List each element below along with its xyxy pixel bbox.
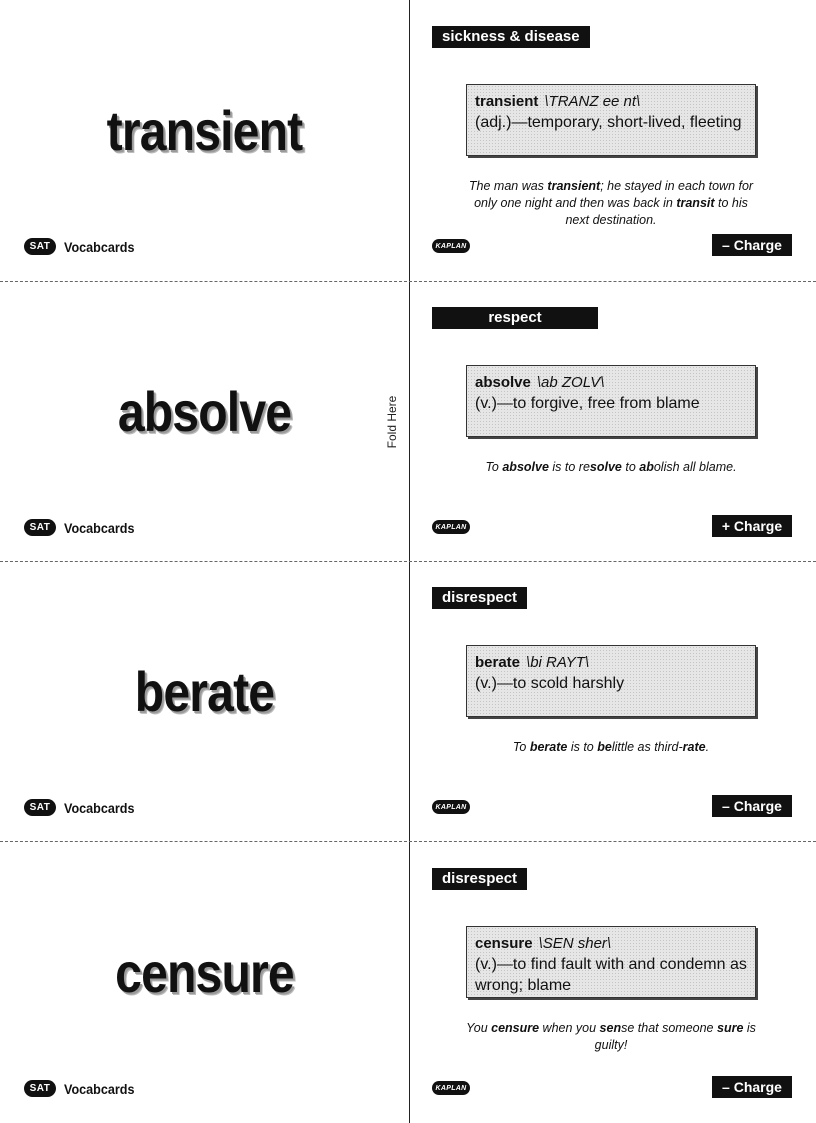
definition-box [466, 926, 756, 998]
example-text-run: censure [491, 1021, 540, 1035]
example-sentence [466, 739, 756, 756]
card-front [0, 281, 409, 561]
example-sentence [466, 178, 756, 229]
kaplan-logo: KAPLAN [432, 800, 470, 814]
sat-logo: SAT [24, 519, 56, 536]
category-label: disrespect [432, 868, 527, 890]
example-text-run: solve [589, 460, 622, 474]
example-text-run: is to [567, 740, 598, 754]
vocab-word: transient [106, 99, 303, 162]
category-label: disrespect [432, 587, 527, 609]
vocabcards-label: Vocabcards [64, 519, 135, 536]
flashcard [0, 842, 816, 1122]
brand [24, 799, 142, 816]
flashcard [0, 0, 816, 280]
vocabcards-label: Vocabcards [64, 1080, 135, 1097]
example-text-run: transit [676, 196, 715, 210]
example-text-run: berate [529, 740, 568, 754]
fold-here-label: Fold Here [385, 395, 399, 449]
vocab-word: censure [115, 941, 294, 1004]
brand [24, 519, 142, 536]
card-front [0, 842, 409, 1122]
example-text-run: ; he stayed in each town for only one night and then was back in [474, 179, 754, 210]
pronunciation: \ab ZOLV\ [536, 374, 605, 391]
example-text-run: sure [717, 1021, 744, 1035]
example-text-run: is to re [548, 460, 590, 474]
definition: (v.)—to forgive, free from blame [475, 395, 700, 412]
example-text-run: rate [682, 740, 706, 754]
example-text-run: little as third- [611, 740, 683, 754]
definition: (adj.)—temporary, short-lived, fleeting [475, 114, 742, 131]
charge-badge: – Charge [712, 1076, 792, 1098]
example-text-run: to [621, 460, 640, 474]
example-text-run: To [485, 460, 503, 474]
pronunciation: \bi RAYT\ [526, 654, 590, 671]
charge-badge: – Charge [712, 795, 792, 817]
vocab-word: berate [134, 660, 275, 723]
flashcard [0, 281, 816, 561]
example-text-run: absolve [502, 460, 549, 474]
definition: (v.)—to find fault with and condemn as wrong; blame [475, 956, 747, 994]
example-text-run: To [512, 740, 530, 754]
example-text-run: to his next destination. [565, 196, 748, 227]
sat-logo: SAT [24, 799, 56, 816]
flashcard [0, 561, 816, 841]
example-text-run: sen [599, 1021, 622, 1035]
kaplan-logo: KAPLAN [432, 239, 470, 253]
kaplan-logo: KAPLAN [432, 520, 470, 534]
kaplan-logo: KAPLAN [432, 1081, 470, 1095]
headword: transient [475, 93, 539, 110]
definition-box [466, 365, 756, 437]
charge-badge: + Charge [712, 515, 792, 537]
example-sentence [466, 459, 756, 476]
card-back [410, 561, 816, 841]
example-text-run: olish all blame. [653, 460, 737, 474]
category-label: respect [432, 307, 598, 329]
example-text-run: You [466, 1021, 492, 1035]
example-text-run: ab [639, 460, 654, 474]
vocabcards-label: Vocabcards [64, 238, 135, 255]
vocab-word: absolve [117, 380, 292, 443]
headword: berate [475, 654, 521, 671]
vocabcards-label: Vocabcards [64, 799, 135, 816]
example-text-run: be [597, 740, 612, 754]
pronunciation: \SEN sher\ [538, 935, 612, 952]
card-back [410, 281, 816, 561]
brand [24, 1080, 142, 1097]
definition: (v.)—to scold harshly [475, 675, 625, 692]
sat-logo: SAT [24, 1080, 56, 1097]
example-text-run: is guilty! [594, 1021, 756, 1052]
example-text-run: transient [547, 179, 601, 193]
headword: censure [475, 935, 533, 952]
sat-logo: SAT [24, 238, 56, 255]
example-text-run: The man was [468, 179, 548, 193]
card-back [410, 842, 816, 1122]
example-text-run: se that someone [621, 1021, 717, 1035]
brand [24, 238, 142, 255]
card-back [410, 0, 816, 280]
example-sentence [466, 1020, 756, 1054]
example-text-run: . [705, 740, 710, 754]
definition-box [466, 84, 756, 156]
category-label: sickness & disease [432, 26, 590, 48]
charge-badge: – Charge [712, 234, 792, 256]
definition-box [466, 645, 756, 717]
pronunciation: \TRANZ ee nt\ [544, 93, 641, 110]
card-front [0, 0, 409, 280]
card-front [0, 561, 409, 841]
example-text-run: when you [539, 1021, 600, 1035]
headword: absolve [475, 374, 531, 391]
